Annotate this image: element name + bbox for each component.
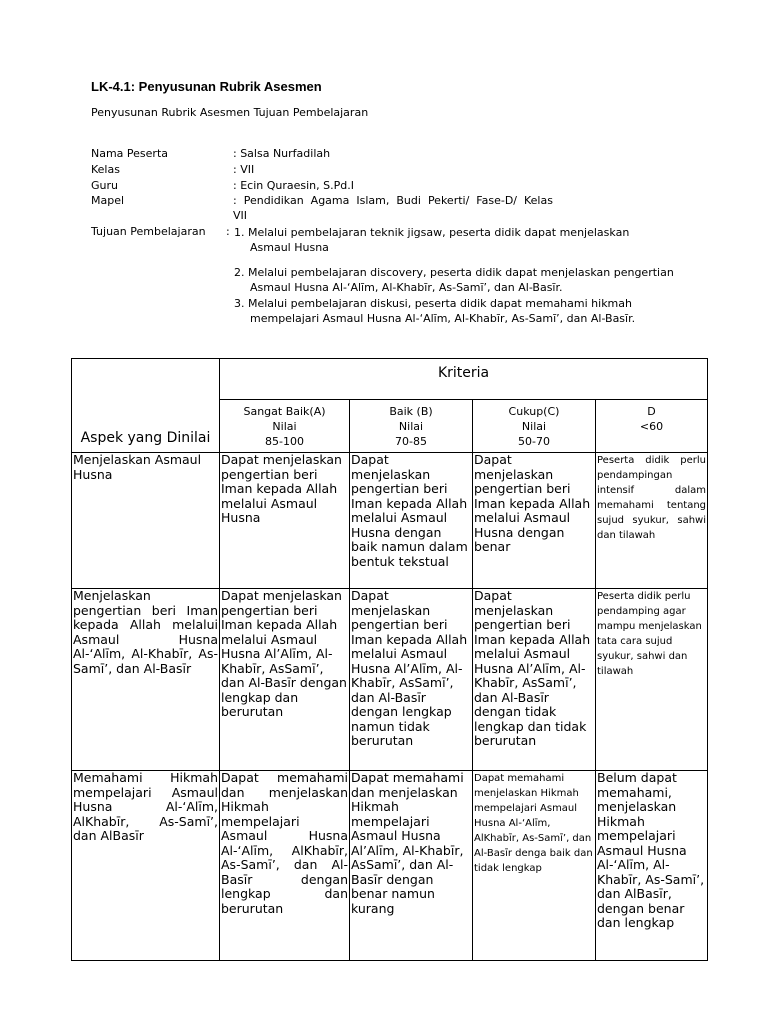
info-kelas-value: : VII	[233, 163, 255, 176]
objective-1: 1. Melalui pembelajaran teknik jigsaw, peserta didik dapat menjelaskan Asmaul Husna	[234, 226, 630, 254]
tujuan-colon: :	[226, 225, 230, 238]
tujuan-label: Tujuan Pembelajaran	[91, 225, 206, 238]
rubric-table	[71, 358, 708, 961]
aspek-header: Aspek yang Dinilai	[72, 359, 220, 453]
info-guru-value: : Ecin Quraesin, S.Pd.I	[233, 179, 354, 192]
table-row	[72, 453, 708, 589]
info-guru-label: Guru	[91, 179, 118, 192]
grade-b-cell: Dapat menjelaskan pengertian beri Iman kepada Allah melalui Asmaul Husna dengan baik namun dalam bentuk tekstual	[350, 453, 473, 589]
grade-b-cell: Dapat menjelaskan pengertian beri Iman kepada Allah melalui Asmaul Husna Al’Alīm, Al-Khabīr, AsSamī’, dan Al-Basīr dengan lengkap namun tidak berurutan	[350, 589, 473, 771]
info-nama-label: Nama Peserta	[91, 147, 169, 160]
grade-d-cell: Belum dapat memahami, menjelaskan Hikmah mempelajari Asmaul Husna Al-‘Alīm, Al-Khabīr, As-Samī’, dan AlBasīr, dengan benar dan lengkap	[596, 771, 708, 961]
grade-c-cell: Dapat menjelaskan pengertian beri Iman kepada Allah melalui Asmaul Husna dengan benar	[473, 453, 596, 589]
info-mapel-label: Mapel	[91, 194, 125, 207]
aspek-cell: Menjelaskan pengertian beri Iman kepada Allah melalui Asmaul Husna Al-‘Alīm, Al-Khabīr, As-Samī’, dan Al-Basīr	[72, 589, 220, 771]
document-title: LK-4.1: Penyusunan Rubrik Asesmen	[91, 79, 322, 94]
info-mapel-value: : Pendidikan Agama Islam, Budi Pekerti/ Fase-D/ Kelas VII	[233, 194, 553, 222]
objective-3: 3. Melalui pembelajaran diskusi, peserta didik dapat memahami hikmah mempelajari Asmaul Husna Al-‘Alīm, Al-Khabīr, As-Samī’, dan Al-Basīr.	[234, 297, 636, 325]
info-nama-value: : Salsa Nurfadilah	[233, 147, 331, 160]
objective-2: 2. Melalui pembelajaran discovery, peserta didik dapat menjelaskan pengertian Asmaul Husna Al-‘Alīm, Al-Khabīr, As-Samī’, dan Al-Basīr.	[234, 266, 674, 294]
grade-header-b: Baik (B) Nilai 70-85	[350, 400, 473, 453]
grade-a-cell: Dapat memahami dan menjelaskan Hikmah mempelajari Asmaul Husna Al-‘Alīm, AlKhabīr, As-Samī’, dan Al-Basīr dengan lengkap dan berurutan	[220, 771, 350, 961]
table-header-row	[72, 359, 708, 400]
grade-c-cell: Dapat memahami menjelaskan Hikmah mempelajari Asmaul Husna Al-‘Alīm, AlKhabīr, As-Samī’, dan Al-Basīr denga baik dan tidak lengkap	[473, 771, 596, 961]
grade-b-cell: Dapat memahami dan menjelaskan Hikmah mempelajari Asmaul Husna Al’Alīm, Al-Khabīr, AsSamī’, dan Al-Basīr dengan benar namun kurang	[350, 771, 473, 961]
aspek-cell: Menjelaskan Asmaul Husna	[72, 453, 220, 589]
grade-header-a: Sangat Baik(A) Nilai 85-100	[220, 400, 350, 453]
grade-c-cell: Dapat menjelaskan pengertian beri Iman kepada Allah melalui Asmaul Husna Al’Alīm, Al-Khabīr, AsSamī’, dan Al-Basīr dengan tidak lengkap dan tidak berurutan	[473, 589, 596, 771]
aspek-cell: Memahami Hikmah mempelajari Asmaul Husna Al-‘Alīm, AlKhabīr, As-Samī’, dan AlBasīr	[72, 771, 220, 961]
table-row	[72, 589, 708, 771]
kriteria-header: Kriteria	[220, 359, 708, 400]
info-kelas-label: Kelas	[91, 163, 120, 176]
grade-header-d: D <60	[596, 400, 708, 453]
grade-header-c: Cukup(C) Nilai 50-70	[473, 400, 596, 453]
document-subtitle: Penyusunan Rubrik Asesmen Tujuan Pembelajaran	[91, 106, 369, 119]
grade-a-cell: Dapat menjelaskan pengertian beri Iman kepada Allah melalui Asmaul Husna	[220, 453, 350, 589]
grade-a-cell: Dapat menjelaskan pengertian beri Iman kepada Allah melalui Asmaul Husna Al’Alīm, Al-Khabīr, AsSamī’, dan Al-Basīr dengan lengkap dan berurutan	[220, 589, 350, 771]
grade-d-cell: Peserta didik perlu pendamping agar mampu menjelaskan tata cara sujud syukur, sahwi dan tilawah	[596, 589, 708, 771]
table-row	[72, 771, 708, 961]
grade-d-cell: Peserta didik perlu pendampingan intensif dalam memahami tentang sujud syukur, sahwi dan tilawah	[596, 453, 708, 589]
